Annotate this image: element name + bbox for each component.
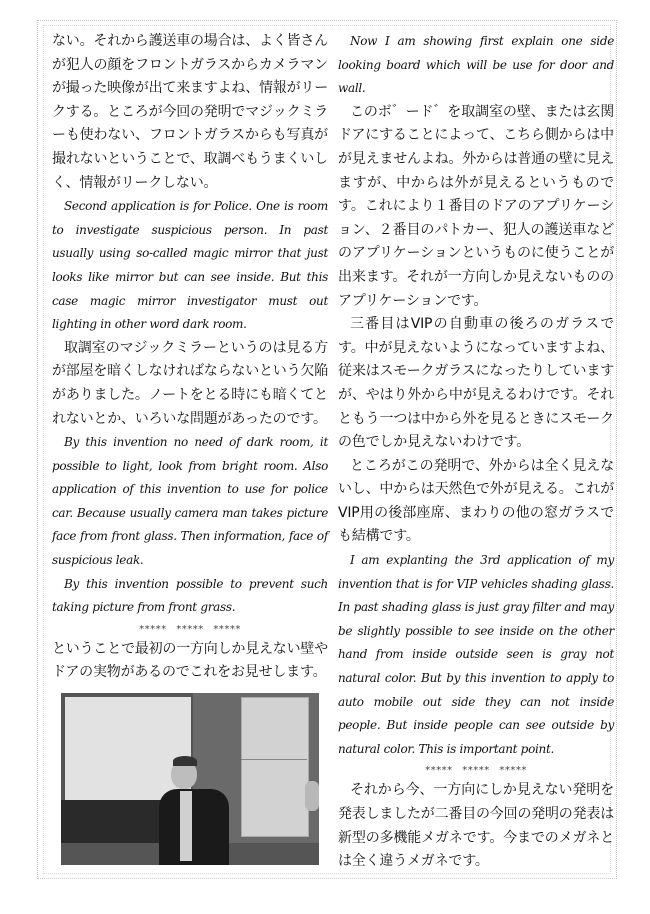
paragraph-en-one-side-board: Now I am showing first explain one side looking board which will be use for door and wall. <box>338 34 614 96</box>
paragraph-jp-natural-color: ところがこの発明で、外からは全く見えないし、中からは天然色で外が見える。これがVIP用の後部座席、まわりの他の窓ガラスでも結構です。 <box>338 457 614 545</box>
presenter-body <box>159 789 229 865</box>
paragraph-en-prevent-picture: By this invention possible to prevent such taking picture from front grass. <box>52 576 328 615</box>
helper-hand <box>305 781 319 811</box>
right-column <box>338 30 614 874</box>
presenter-shirt <box>180 791 192 861</box>
left-column <box>52 30 328 865</box>
paragraph-jp-board-usage: このボ゛ード゛を取調室の壁、または玄関ドアにすることによって、こちら側からは中が見えませんよね。外からは普通の壁に見えますが、中からは外が見えるというものです。これにより１番目のドアのアプリケーション、２番目のパトカー、犯人の護送車などのアプリケーションというものに使うことが出来ます。それが一方向しか見えないもののアプリケーションです。 <box>338 103 614 309</box>
presenter-photo <box>61 693 319 865</box>
paragraph-jp-interrogation-room: 取調室のマジックミラーというのは見る方が部屋を暗くしなければならないという欠陥がありました。ノートをとる時にも暗くてとれないとか、いろいな問題があったのです。 <box>52 339 328 427</box>
paragraph-jp-glasses-intro: それから今、一方向にしか見えない発明を発表しましたが二番目の今回の発明の発表は新型の多機能メガネです。今までのメガネとは全く違うメガネです。 <box>338 782 614 870</box>
section-separator: ***** ***** ***** <box>139 623 241 635</box>
paragraph-jp-vip-glass: 三番目はVIPの自動車の後ろのガラスです。中が見えないようになっていますよね、従来はスモークガラスになったりしていますが、やはり外から中が見えるわけです。それともう一つは中から外を見るときにスモークの色でしか見えないわけです。 <box>338 316 614 451</box>
paragraph-jp-show-actual: ということで最初の一方向しか見えない壁やドアの実物があるのでこれをお見せします。 <box>52 640 328 681</box>
paragraph-jp-escort-car: ない。それから護送車の場合は、よく皆さんが犯人の顔をフロントガラスからカメラマンが撮った映像が出て来ますよね、情報がリークする。ところが今回の発明でマジックミラーも使わない、フロントガラスからも写真が撮れないということで、取調べもうまくいしく、情報がリークしない。 <box>52 33 328 191</box>
section-separator-right: ***** ***** ***** <box>425 765 527 777</box>
presenter-hair <box>173 756 197 766</box>
paragraph-en-police-application: Second application is for Police. One is room to investigate suspicious person. In past usually using so-called magic mirror that just looks like mirror but can see inside. But this case magic mirror investigator must out lighting in other word dark room. <box>52 199 328 332</box>
paragraph-en-vip-shading: I am explanting the 3rd application of my invention that is for VIP vehicles shading glass. In past shading glass is just gray filter and may be slightly possible to see inside on the other hand from inside outside seen is gray not natural color. But by this invention to apply to auto mobile out side they can not inside people. But inside people can see outside by natural color. This is important point. <box>338 553 614 756</box>
paragraph-en-no-dark-room: By this invention no need of dark room, it possible to light, look from bright room. Also application of this invention to use for police car. Because usually camera man takes picture face from front glass. Then information, face of suspicious leak. <box>52 435 328 568</box>
one-way-board <box>241 697 309 837</box>
board-seam <box>241 759 307 760</box>
projection-screen <box>65 697 191 800</box>
